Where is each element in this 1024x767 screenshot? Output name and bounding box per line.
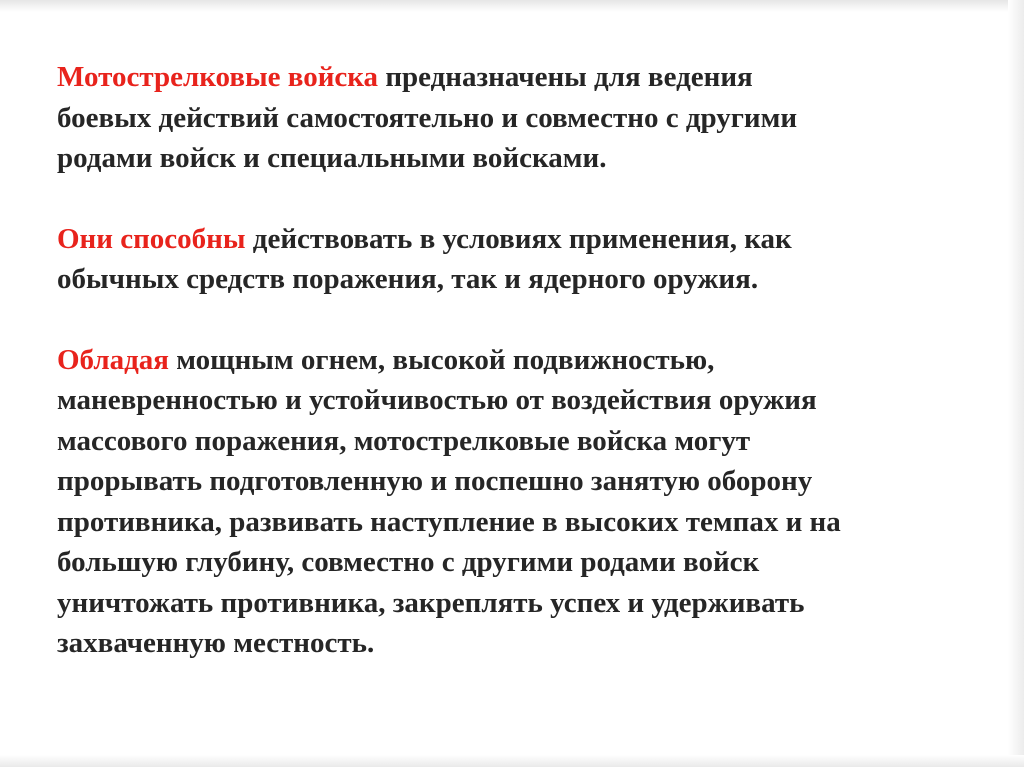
slide-right-edge xyxy=(1008,0,1024,767)
slide-top-edge xyxy=(0,0,1024,12)
line-text: предназначены для ведения xyxy=(378,61,753,93)
highlight-possessing: Обладая xyxy=(57,343,169,376)
line-text: боевых действий самостоятельно и совместно с другими xyxy=(57,101,798,134)
text-line xyxy=(57,219,997,260)
line-text: противника, развивать наступление в высоких темпах и на xyxy=(57,505,841,538)
line-text: родами войск и специальными войсками. xyxy=(57,142,607,174)
slide-bottom-edge xyxy=(0,755,1024,767)
line-text: маневренностью и устойчивостью от воздействия оружия xyxy=(57,384,817,416)
paragraph-capabilities xyxy=(57,219,997,300)
highlight-capable: Они способны xyxy=(57,222,246,255)
paragraph-motorized-troops xyxy=(57,57,997,179)
line-text: массового поражения, мотострелковые войска могут xyxy=(57,424,751,457)
paragraph-possessing xyxy=(57,340,997,664)
line-text: прорывать подготовленную и поспешно занятую оборону xyxy=(57,465,813,497)
line-text: действовать в условиях применения, как xyxy=(245,222,792,255)
text-line xyxy=(57,340,997,381)
highlight-motorized-troops: Мотострелковые войска xyxy=(57,61,379,93)
line-text: мощным огнем, высокой подвижностью, xyxy=(168,343,715,376)
slide-text-body xyxy=(57,57,997,704)
line-text: большую глубину, совместно с другими родами войск xyxy=(57,546,760,578)
line-text: захваченную местность. xyxy=(57,627,375,659)
line-text: уничтожать противника, закреплять успех и удерживать xyxy=(57,586,805,619)
text-line xyxy=(57,57,997,98)
line-text: обычных средств поражения, так и ядерного оружия. xyxy=(57,263,759,295)
